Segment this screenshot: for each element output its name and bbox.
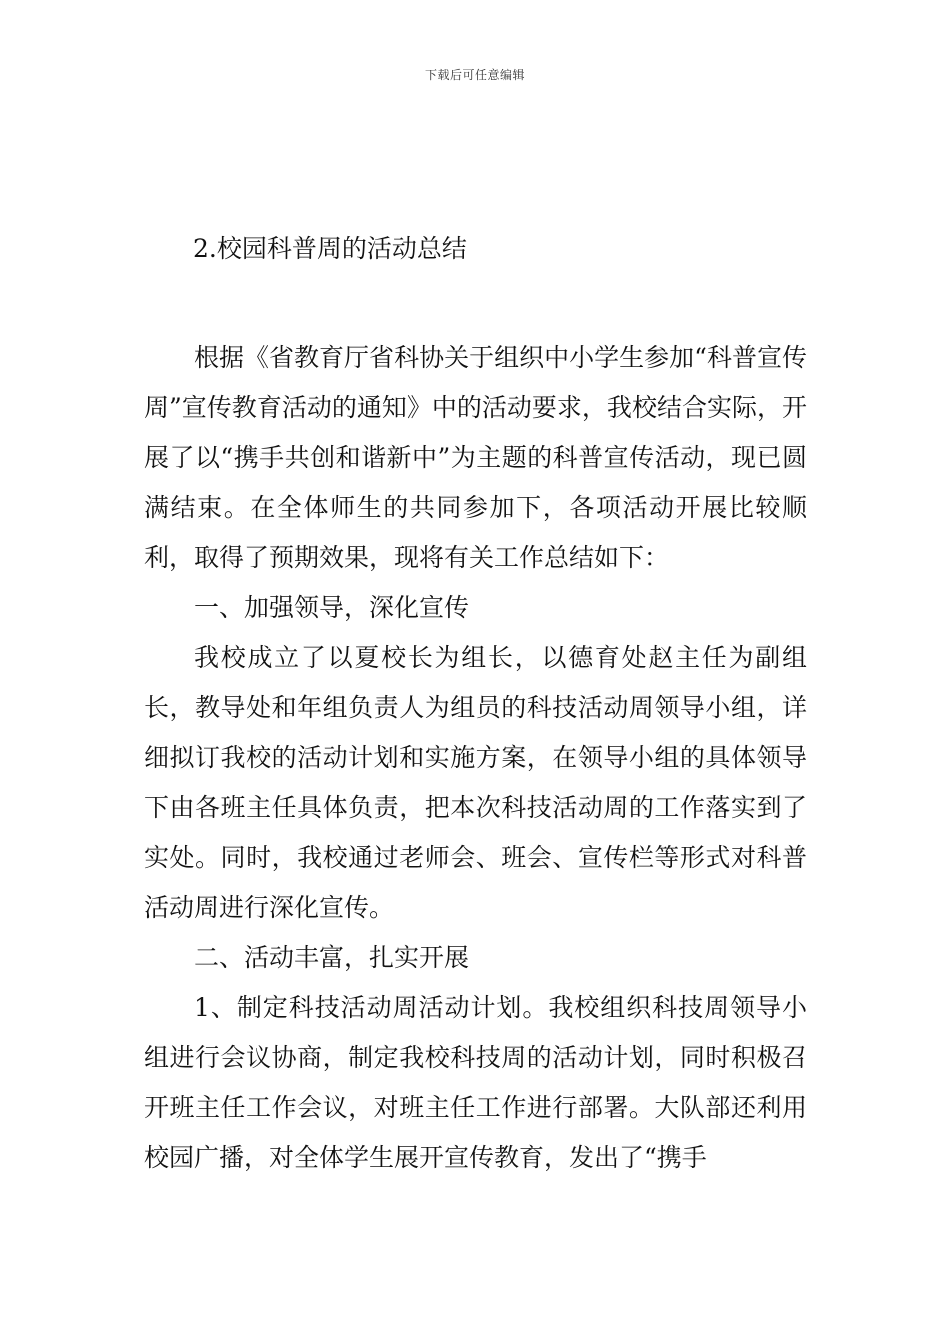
document-title: 2.校园科普周的活动总结 (193, 234, 467, 263)
section-heading-2: 二、活动丰富，扎实开展 (194, 943, 470, 972)
document-body (144, 333, 807, 1183)
header-note: 下载后可任意编辑 (424, 68, 525, 82)
paragraph-section-2-item-1: 1、制定科技活动周活动计划。我校组织科技周领导小组进行会议协商，制定我校科技周的活动计划，同时积极召开班主任工作会议，对班主任工作进行部署。大队部还利用校园广播，对全体学生展开宣传教育，发出了“携手 (144, 993, 807, 1172)
paragraph-section-1: 我校成立了以夏校长为组长，以德育处赵主任为副组长，教导处和年组负责人为组员的科技活动周领导小组，详细拟订我校的活动计划和实施方案，在领导小组的具体领导下由各班主任具体负责，把本次科技活动周的工作落实到了实处。同时，我校通过老师会、班会、宣传栏等形式对科普活动周进行深化宣传。 (144, 643, 807, 922)
section-heading-1: 一、加强领导，深化宣传 (194, 593, 470, 622)
paragraph-intro: 根据《省教育厅省科协关于组织中小学生参加“科普宣传周”宣传教育活动的通知》中的活动要求，我校结合实际，开展了以“携手共创和谐新中”为主题的科普宣传活动，现已圆满结束。在全体师生的共同参加下，各项活动开展比较顺利，取得了预期效果，现将有关工作总结如下： (144, 343, 807, 572)
